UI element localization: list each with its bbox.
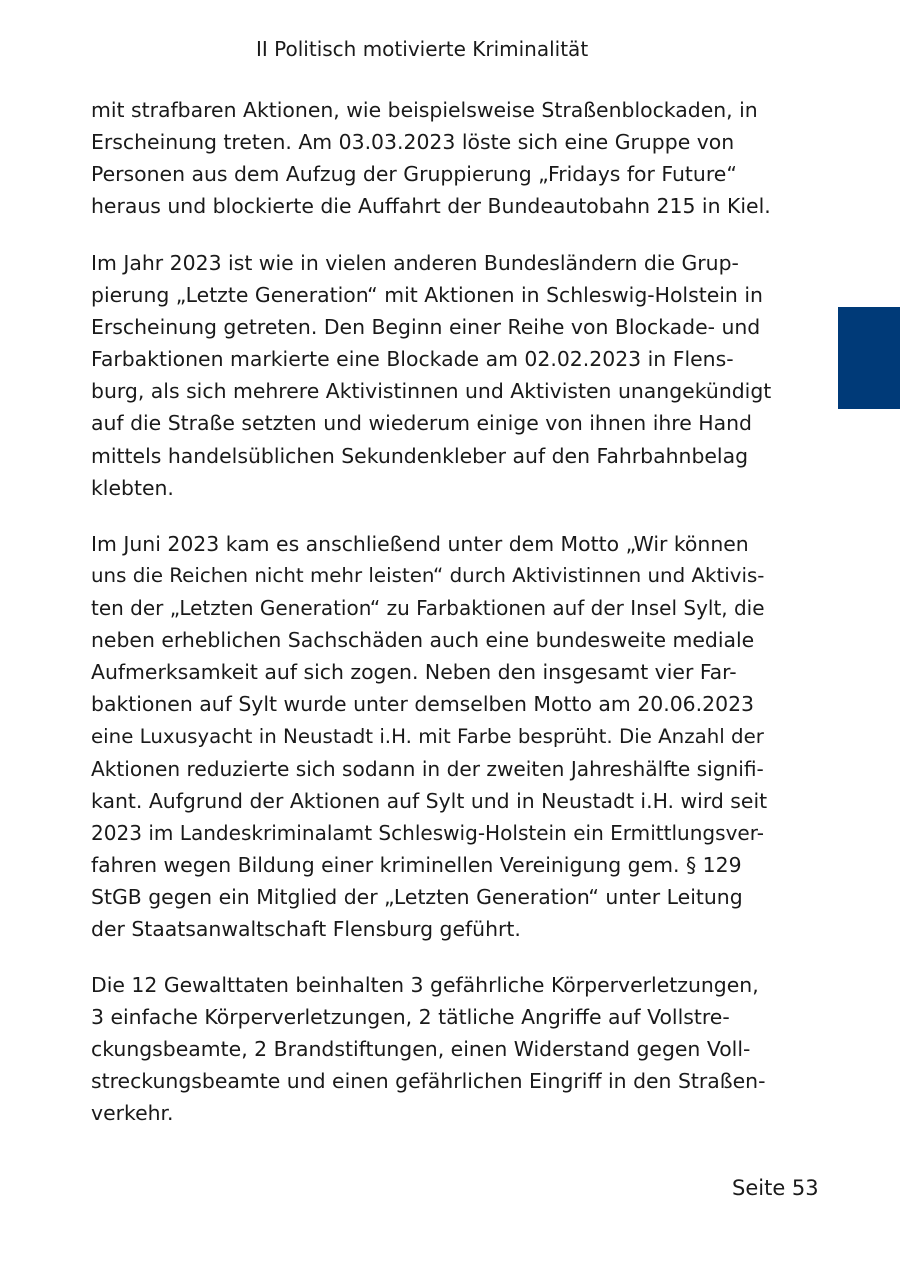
paragraph-line: verkehr. [91,1101,174,1126]
paragraph-4 [91,969,771,1129]
paragraph-line: burg, als sich mehrere Aktivistinnen und Aktivisten unangekündigt [91,379,772,404]
paragraph-line: Die 12 Gewalttaten beinhalten 3 gefährliche Körperverletzungen, [91,973,759,997]
chapter-marker-tab [838,307,900,409]
paragraph-line: ckungsbeamte, 2 Brandstiftungen, einen Widerstand gegen Voll- [91,1037,751,1062]
paragraph-line: neben erheblichen Sachschäden auch eine bundesweite mediale [91,628,755,653]
paragraph-line: mit strafbaren Aktionen, wie beispielsweise Straßenblockaden, in [91,98,758,122]
paragraph-line: Im Jahr 2023 ist wie in vielen anderen Bundesländern die Grup- [91,251,739,275]
paragraph-line: 3 einfache Körperverletzungen, 2 tätliche Angriffe auf Vollstre- [91,1005,730,1030]
paragraph-line: Aufmerksamkeit auf sich zogen. Neben den insgesamt vier Far- [91,660,737,685]
paragraph-line: Aktionen reduzierte sich sodann in der zweiten Jahreshälfte signifi- [91,756,764,781]
paragraph-line: baktionen auf Sylt wurde unter demselben Motto am 20.06.2023 [91,692,755,717]
paragraph-line: Farbaktionen markierte eine Blockade am 02.02.2023 in Flens- [91,347,734,372]
paragraph-line: kant. Aufgrund der Aktionen auf Sylt und in Neustadt i.H. wird seit [91,788,768,813]
paragraph-line: Erscheinung getreten. Den Beginn einer Reihe von Blockade- und [91,315,761,340]
paragraph-line: Erscheinung treten. Am 03.03.2023 löste sich eine Gruppe von [91,130,735,155]
paragraph-line: Im Juni 2023 kam es anschließend unter dem Motto „Wir können [91,532,749,556]
paragraph-line: ten der „Letzten Generation“ zu Farbaktionen auf der Insel Sylt, die [91,596,765,621]
paragraph-line: 2023 im Landeskriminalamt Schleswig-Holstein ein Ermittlungsver- [91,820,764,845]
paragraph-line: auf die Straße setzten und wiederum einige von ihnen ihre Hand [91,411,752,436]
paragraph-line: eine Luxusyacht in Neustadt i.H. mit Farbe besprüht. Die Anzahl der [91,724,764,748]
paragraph-line: pierung „Letzte Generation“ mit Aktionen in Schleswig-Holstein in [91,283,763,308]
running-header: II Politisch motivierte Kriminalität [256,37,589,61]
paragraph-1 [91,94,771,222]
paragraph-line: klebten. [91,475,174,500]
paragraph-3 [91,528,771,945]
paragraph-line: StGB gegen ein Mitglied der „Letzten Generation“ unter Leitung [91,885,743,910]
page-number: Seite 53 [732,1176,819,1200]
paragraph-line: Personen aus dem Aufzug der Gruppierung „Fridays for Future“ [91,162,737,187]
paragraph-2 [91,247,771,504]
paragraph-line: uns die Reichen nicht mehr leisten“ durch Aktivistinnen und Aktivis- [91,564,765,588]
paragraph-line: der Staatsanwaltschaft Flensburg geführt. [91,917,521,942]
paragraph-line: streckungsbeamte und einen gefährlichen Eingriff in den Straßen- [91,1069,766,1094]
paragraph-line: fahren wegen Bildung einer kriminellen Vereinigung gem. § 129 [91,852,742,877]
paragraph-line: mittels handelsüblichen Sekundenkleber auf den Fahrbahnbelag [91,443,749,468]
paragraph-line: heraus und blockierte die Auffahrt der Bundeautobahn 215 in Kiel. [91,194,771,219]
